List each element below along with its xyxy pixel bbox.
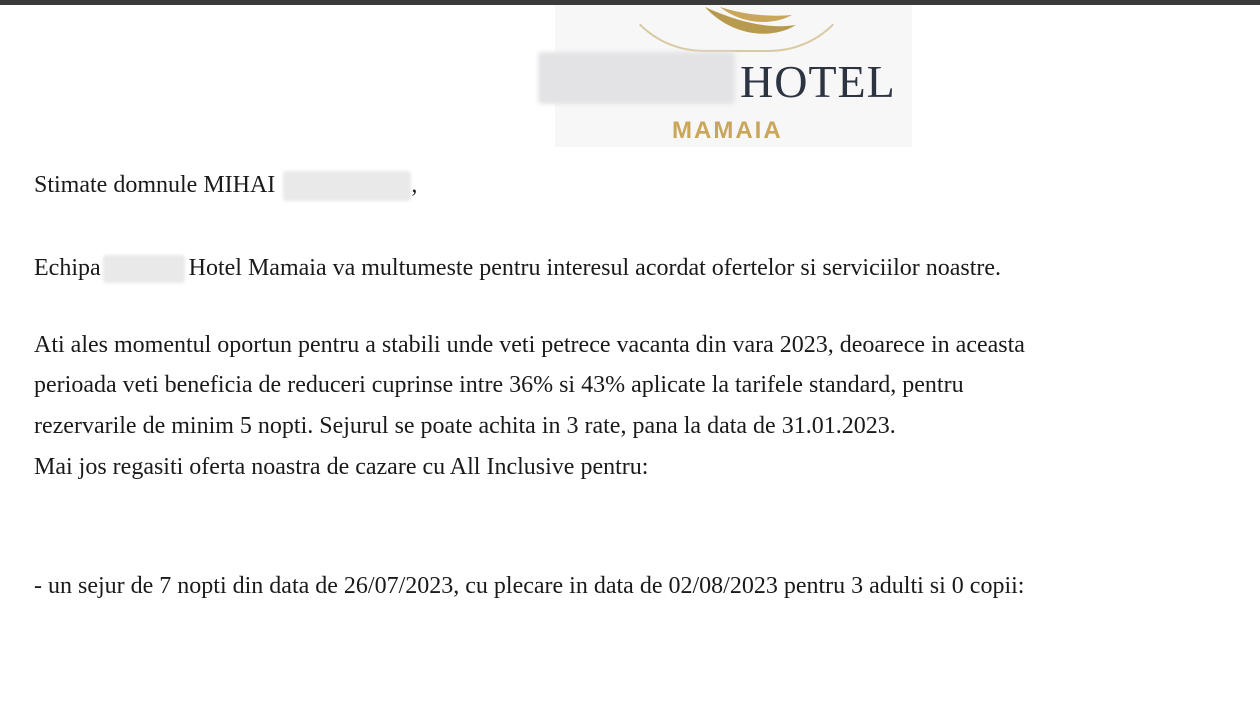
paragraph-thanks — [34, 253, 1001, 283]
redacted-hotel-name-inline — [103, 255, 185, 283]
offer-line: - un sejur de 7 nopti din data de 26/07/2023, cu plecare in data de 02/08/2023 pentru 3 adulti si 0 copii: — [34, 573, 1025, 599]
redacted-hotel-name — [538, 52, 735, 104]
paragraph-line-2: perioada veti beneficia de reduceri cuprinse intre 36% si 43% aplicate la tarifele standard, pentru — [34, 372, 964, 398]
paragraph-line-4: Mai jos regasiti oferta noastra de cazare cu All Inclusive pentru: — [34, 454, 649, 480]
logo-hotel-text: HOTEL — [740, 56, 896, 107]
redacted-surname — [283, 171, 411, 201]
leaf-emblem-icon — [700, 5, 800, 45]
paragraph-line-3: rezervarile de minim 5 nopti. Sejurul se poate achita in 3 rate, pana la data de 31.01.2023. — [34, 413, 896, 439]
logo-mamaia-text: MAMAIA — [672, 117, 783, 144]
greeting-text: Stimate domnule MIHAI — [34, 172, 276, 198]
thanks-prefix: Echipa — [34, 255, 101, 281]
greeting-line — [34, 170, 417, 201]
paragraph-line-1: Ati ales momentul oportun pentru a stabili unde veti petrece vacanta din vara 2023, deoarece in aceasta — [34, 332, 1025, 358]
thanks-text: Hotel Mamaia va multumeste pentru interesul acordat ofertelor si serviciilor noastre. — [188, 255, 1002, 281]
greeting-comma: , — [411, 172, 418, 198]
